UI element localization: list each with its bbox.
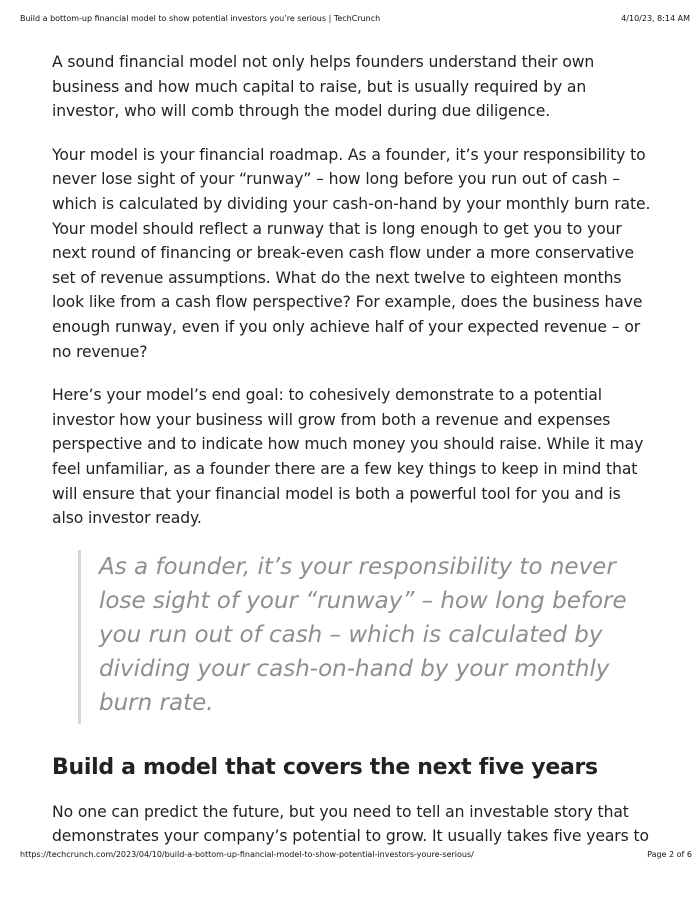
print-footer-url: https://techcrunch.com/2023/04/10/build-a-bottom-up-financial-model-to-show-potential-investors-youre-serious/: [20, 850, 474, 859]
pull-quote: As a founder, it’s your responsibility to never lose sight of your “runway” – how long before you run out of cash – which is calculated by dividing your cash-on-hand by your monthly burn rate.: [78, 550, 652, 724]
print-footer: [20, 850, 692, 864]
article-paragraph: Your model is your financial roadmap. As a founder, it’s your responsibility to never lose sight of your “runway” – how long before you run out of cash – which is calculated by dividing your cash-on-hand by your monthly burn rate. Your model should reflect a runway that is long enough to get you to your next round of financing or break-even cash flow under a more conservative set of revenue assumptions. What do the next twelve to eighteen months look like from a cash flow perspective? For example, does the business have enough runway, even if you only achieve half of your expected revenue – or no revenue?: [52, 145, 651, 361]
print-footer-page-number: Page 2 of 6: [647, 850, 692, 859]
print-header: [20, 14, 690, 28]
section-heading: Build a model that covers the next five years: [52, 754, 598, 780]
article-paragraph: No one can predict the future, but you need to tell an investable story that demonstrates your company’s potential to grow. It usually takes five years to: [52, 802, 649, 846]
article-paragraph: Here’s your model’s end goal: to cohesively demonstrate to a potential investor how your business will grow from both a revenue and expenses perspective and to indicate how much money you should raise. While it may feel unfamiliar, as a founder there are a few key things to keep in mind that will ensure that your financial model is both a powerful tool for you and is also investor ready.: [52, 386, 644, 528]
print-header-title: Build a bottom-up financial model to show potential investors you’re serious | TechCrunch: [20, 14, 381, 23]
article-body: [52, 50, 652, 868]
print-header-datetime: 4/10/23, 8:14 AM: [621, 14, 690, 23]
article-paragraph: A sound financial model not only helps founders understand their own business and how much capital to raise, but is usually required by an investor, who will comb through the model during due diligence.: [52, 53, 595, 121]
